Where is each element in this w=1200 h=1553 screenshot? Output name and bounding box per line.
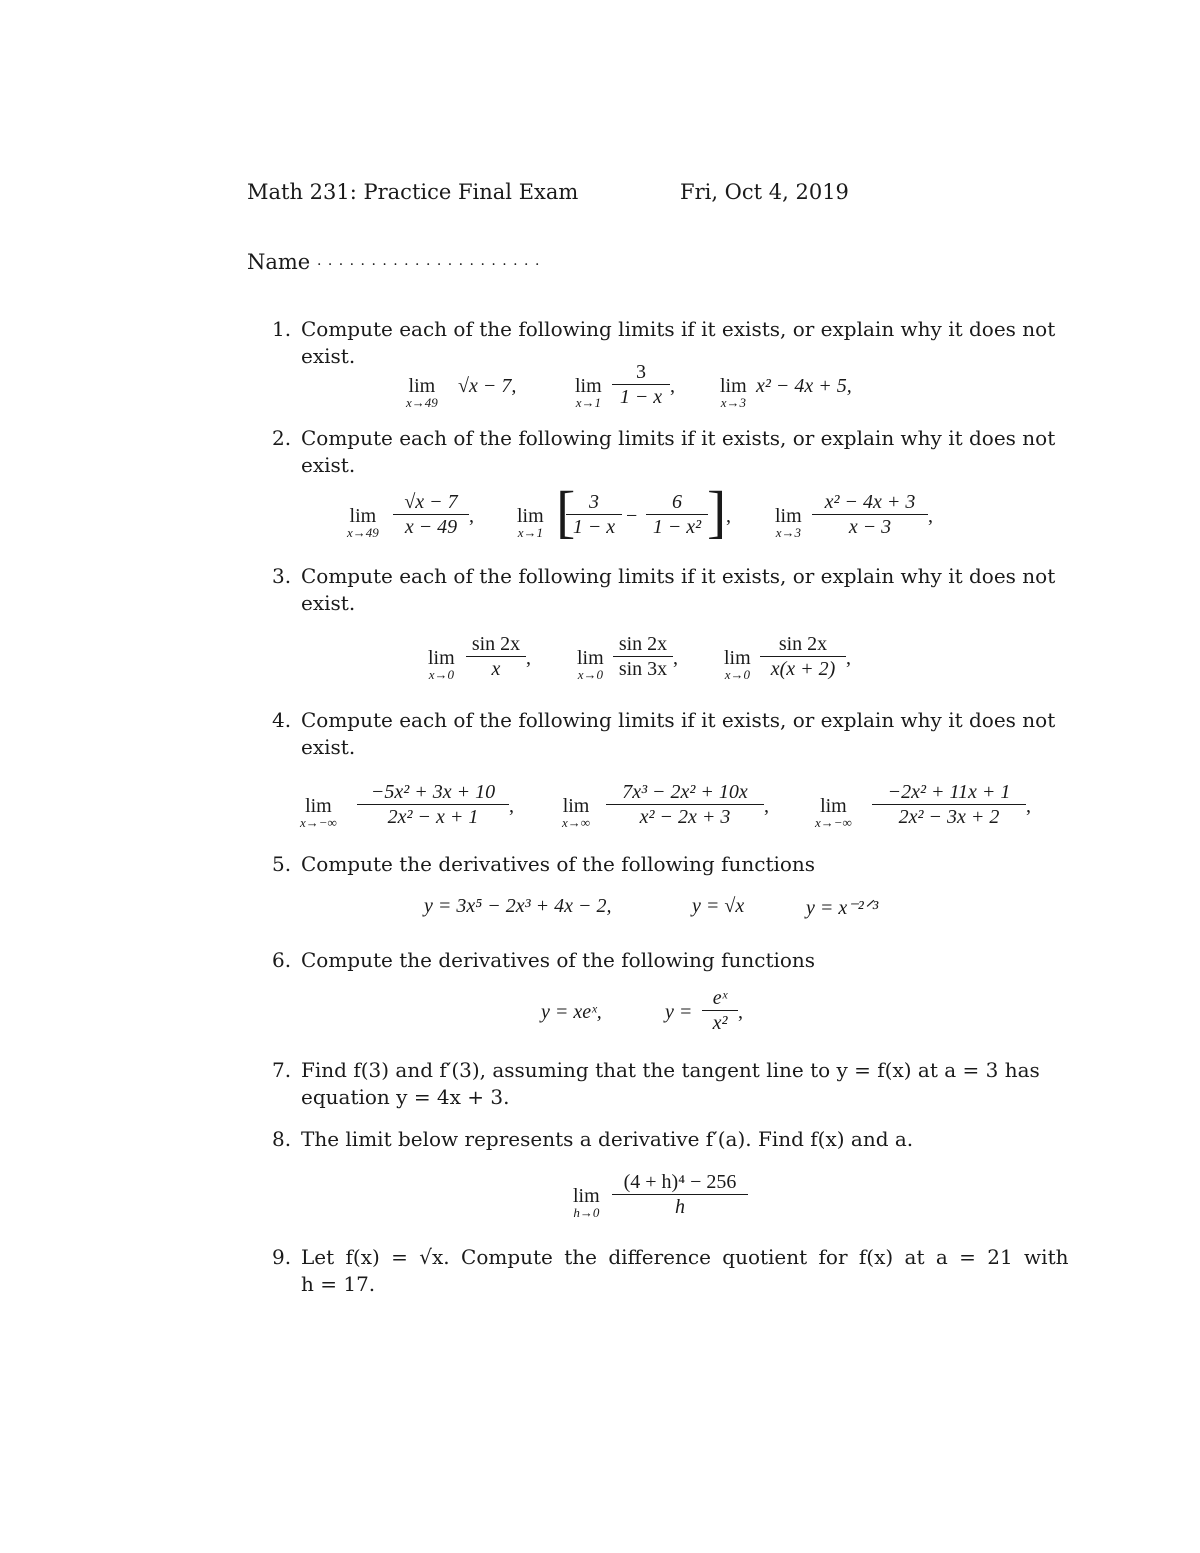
problem-text: Compute each of the following limits if it exists, or explain why it does not [301, 564, 1056, 588]
limit-operator [300, 796, 337, 830]
minus-sign: − [626, 505, 638, 527]
name-label [247, 250, 540, 274]
numerator: −5x² + 3x + 10 [370, 781, 496, 803]
limit-operator [517, 506, 544, 540]
lim-subscript: x→−∞ [815, 815, 852, 830]
function-expression: y = [665, 1001, 693, 1023]
fraction [466, 632, 526, 681]
problem-text: Compute the derivatives of the following functions [301, 948, 816, 972]
separator-comma: , [726, 505, 731, 527]
problem-text: Compute each of the following limits if it exists, or explain why it does not [301, 317, 1056, 341]
separator-comma: , [509, 795, 514, 817]
lim-subscript: x→3 [720, 395, 746, 410]
separator-comma: , [469, 505, 474, 527]
function-expression: y = √x [692, 895, 745, 917]
lim-word: lim [517, 505, 544, 527]
lim-subscript: x→0 [724, 667, 750, 682]
denominator: x − 49 [404, 516, 458, 538]
denominator: x² [712, 1012, 728, 1034]
lim-subscript: x→−∞ [300, 815, 337, 830]
problem-number: 8. [272, 1127, 292, 1151]
numerator: −2x² + 11x + 1 [887, 781, 1011, 803]
exam-date: Fri, Oct 4, 2019 [680, 180, 849, 204]
page-title: Math 231: Practice Final Exam [247, 180, 579, 204]
limit-operator [724, 648, 751, 682]
problem-number: 2. [272, 426, 292, 450]
separator-comma: , [928, 505, 933, 527]
fraction [566, 490, 622, 539]
fraction [613, 632, 673, 681]
fraction [357, 780, 509, 829]
lim-word: lim [577, 647, 604, 669]
numerator: sin 2x [618, 633, 668, 655]
limit-operator [573, 1186, 600, 1220]
problem-text: exist. [301, 344, 356, 368]
limit-operator [428, 648, 455, 682]
problem-number: 5. [272, 852, 292, 876]
numerator: 7x³ − 2x² + 10x [622, 781, 748, 803]
lim-word: lim [305, 795, 332, 817]
problem-text: The limit below represents a derivative f′(a). Find f(x) and a. [301, 1127, 914, 1151]
numerator: sin 2x [471, 633, 521, 655]
separator-comma: , [526, 647, 531, 669]
denominator: x² − 2x + 3 [639, 806, 731, 828]
problem-text: Let f(x) = √x. Compute the difference quotient for f(x) at a = 21 with [301, 1245, 1069, 1269]
name-blank-line: · · · · · · · · · · · · · · · · · · · · · [316, 257, 541, 273]
separator-comma: , [846, 647, 851, 669]
lim-word: lim [720, 375, 747, 397]
problem-text: exist. [301, 591, 356, 615]
limit-operator [775, 506, 802, 540]
problem-text: exist. [301, 453, 356, 477]
limit-operator [815, 796, 852, 830]
problem-number: 1. [272, 317, 292, 341]
lim-subscript: x→49 [406, 395, 438, 410]
limit-operator [406, 376, 438, 410]
numerator: 6 [672, 491, 682, 513]
lim-word: lim [575, 375, 602, 397]
problem-number: 3. [272, 564, 292, 588]
numerator: 3 [589, 491, 599, 513]
numerator: (4 + h)⁴ − 256 [623, 1171, 737, 1193]
problem-text: Compute the derivatives of the following functions [301, 852, 816, 876]
problem-text: h = 17. [301, 1272, 376, 1296]
lim-subscript: x→1 [575, 395, 601, 410]
limit-operator [347, 506, 379, 540]
lim-word: lim [349, 505, 377, 527]
denominator: 1 − x [619, 386, 663, 408]
separator-comma: , [670, 375, 675, 397]
problem-text: exist. [301, 735, 356, 759]
denominator: x(x + 2) [770, 658, 836, 680]
fraction [612, 360, 670, 409]
function-expression: y = x⁻²ᐟ³ [806, 897, 879, 919]
fraction [702, 986, 738, 1035]
lim-word: lim [820, 795, 847, 817]
problem-text: Compute each of the following limits if it exists, or explain why it does not [301, 426, 1056, 450]
problem-text: Compute each of the following limits if it exists, or explain why it does not [301, 708, 1056, 732]
denominator: 2x² − 3x + 2 [898, 806, 1000, 828]
lim-word: lim [724, 647, 751, 669]
denominator: 2x² − x + 1 [387, 806, 479, 828]
limit-expression: √x − 7, [458, 375, 517, 397]
denominator: 1 − x [572, 516, 616, 538]
denominator: x [491, 658, 501, 680]
limit-operator [720, 376, 747, 410]
lim-subscript: x→3 [775, 525, 801, 540]
denominator: x − 3 [848, 516, 892, 538]
separator-comma: , [738, 1001, 743, 1023]
fraction [393, 490, 469, 539]
lim-subscript: x→49 [347, 525, 379, 540]
name-label-text: Name [247, 250, 311, 274]
lim-word: lim [573, 1185, 600, 1207]
numerator: √x − 7 [404, 491, 458, 513]
limit-operator [577, 648, 604, 682]
problem-number: 9. [272, 1245, 292, 1269]
problem-text: Find f(3) and f′(3), assuming that the tangent line to y = f(x) at a = 3 has [301, 1058, 1040, 1082]
problem-number: 7. [272, 1058, 292, 1082]
problem-text: equation y = 4x + 3. [301, 1085, 510, 1109]
problem-number: 4. [272, 708, 292, 732]
lim-subscript: x→1 [517, 525, 543, 540]
numerator: sin 2x [778, 633, 828, 655]
function-expression: y = 3x⁵ − 2x³ + 4x − 2, [424, 895, 612, 917]
lim-subscript: x→0 [428, 667, 454, 682]
right-bracket: ] [707, 479, 727, 544]
limit-operator [575, 376, 602, 410]
fraction [606, 780, 764, 829]
fraction [646, 490, 708, 539]
numerator: 3 [636, 361, 646, 383]
function-expression: y = xeˣ, [541, 1001, 602, 1023]
separator-comma: , [673, 647, 678, 669]
lim-word: lim [408, 375, 436, 397]
lim-word: lim [428, 647, 455, 669]
numerator: eˣ [712, 987, 728, 1009]
numerator: x² − 4x + 3 [824, 491, 916, 513]
limit-expression: x² − 4x + 5, [756, 375, 852, 397]
fraction [612, 1170, 748, 1219]
left-bracket: [ [556, 479, 576, 544]
problem-number: 6. [272, 948, 292, 972]
limit-operator [562, 796, 590, 830]
denominator: sin 3x [618, 658, 668, 680]
separator-comma: , [764, 795, 769, 817]
fraction [872, 780, 1026, 829]
lim-word: lim [562, 795, 590, 817]
lim-subscript: x→∞ [562, 815, 591, 830]
lim-subscript: x→0 [577, 667, 603, 682]
lim-subscript: h→0 [573, 1205, 600, 1220]
fraction [760, 632, 846, 681]
fraction [812, 490, 928, 539]
separator-comma: , [1026, 795, 1031, 817]
denominator: 1 − x² [652, 516, 702, 538]
denominator: h [675, 1196, 685, 1218]
lim-word: lim [775, 505, 802, 527]
